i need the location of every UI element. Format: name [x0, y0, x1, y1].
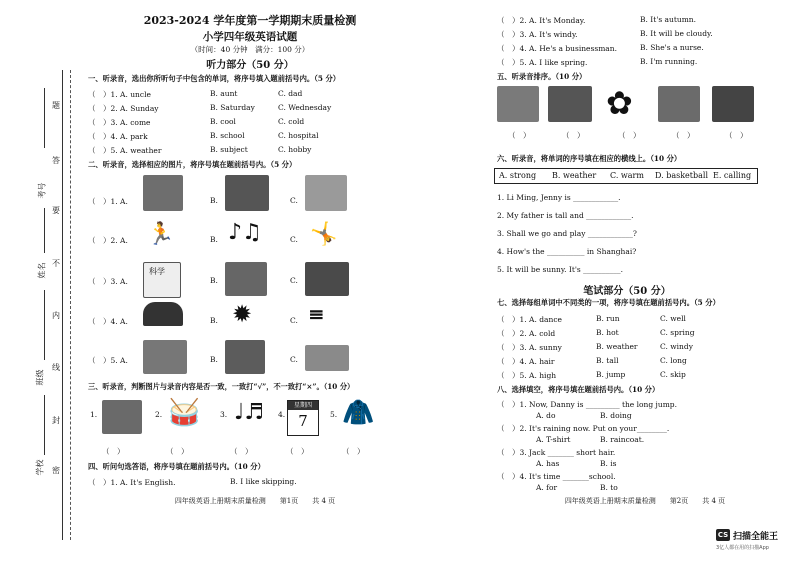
margin-field-name: 姓名 — [37, 262, 47, 279]
q4-opt-b: B. She's a nurse. — [640, 43, 704, 52]
q2-row: （ ）3. A. — [88, 277, 128, 286]
page-title: 2023-2024 学年度第一学期期末质量检测 — [143, 14, 357, 27]
photo-street-image — [225, 175, 269, 211]
q3-num: 3. — [220, 410, 228, 419]
photo-park-image — [143, 175, 183, 211]
q7-opt-b: B. weather — [596, 342, 638, 351]
q2-b: B. — [210, 235, 218, 244]
q1-opt-b: B. subject — [210, 145, 248, 154]
photo-swimming-image — [305, 345, 349, 371]
q6-row: 3. Shall we go and play ____________? — [497, 229, 637, 238]
margin-field-school: 学校 — [35, 459, 45, 476]
q6-title: 六、听录音，将单词的序号填在相应的横线上。（10 分） — [497, 154, 682, 163]
photo-room-image — [305, 175, 347, 211]
q4-opt-b: B. I like skipping. — [230, 477, 297, 486]
calendar-weekday: 星期四 — [288, 401, 318, 410]
photo-family-image — [548, 86, 592, 122]
q7-row: （ ）5. A. high — [497, 371, 557, 380]
q8-opt-a: A. has — [536, 459, 560, 468]
q6-row: 2. My father is tall and ____________. — [497, 211, 634, 220]
photo-playground-image — [658, 86, 700, 122]
q3-bracket: （ ） — [230, 447, 253, 456]
q5-bracket: （ ） — [618, 131, 641, 140]
q1-row: （ ）2. A. Sunday — [88, 104, 159, 113]
science-book-image — [143, 262, 181, 298]
q8-question: （ ）4. It's time _______school. — [497, 472, 616, 481]
q2-c: C. — [290, 235, 298, 244]
margin-char: 密 — [52, 466, 60, 475]
margin-char: 要 — [52, 206, 60, 215]
running-figure-icon: 🏃 — [147, 222, 175, 247]
q7-row: （ ）4. A. hair — [497, 357, 555, 366]
sweater-icon: 🧥 — [342, 398, 375, 428]
q3-title: 三、听录音，判断图片与录音内容是否一致，一致打“√”，不一致打“×”。（10 分） — [88, 382, 355, 391]
q4-opt-b: B. I'm running. — [640, 57, 698, 66]
margin-blank-line — [44, 208, 45, 253]
q1-row: （ ）4. A. park — [88, 132, 148, 141]
exam-meta: （时间：40 分钟 满分：100 分） — [190, 45, 310, 54]
q8-opt-b: B. is — [600, 459, 617, 468]
scanner-logo-icon: CS — [717, 531, 729, 539]
q3-bracket: （ ） — [286, 447, 309, 456]
q8-opt-b: B. doing — [600, 411, 632, 420]
margin-blank-line — [44, 290, 45, 360]
calendar-day: 7 — [298, 412, 308, 430]
q8-title: 八、选择填空，将序号填在题前括号内。（10 分） — [497, 385, 660, 394]
photo-hiking-image — [225, 340, 265, 374]
scanner-tagline: 3亿人都在用的扫描App — [716, 545, 769, 551]
q7-opt-c: C. windy — [660, 342, 693, 351]
q4-row: （ ）5. A. I like spring. — [497, 58, 588, 67]
photo-girl-running-image — [102, 400, 142, 434]
q8-opt-a: A. for — [536, 483, 558, 492]
margin-char: 不 — [52, 259, 60, 268]
q4-row: （ ）4. A. He's a businessman. — [497, 44, 617, 53]
q3-bracket: （ ） — [102, 447, 125, 456]
music-note-icon: ♪♫ — [228, 220, 262, 245]
drum-kit-icon: 🥁 — [168, 398, 201, 428]
section-listening: 听力部分（50 分） — [206, 60, 294, 71]
q1-title: 一、听录音，选出你所听句子中包含的单词，将序号填入题前括号内。（5 分） — [88, 74, 341, 83]
q7-opt-b: B. jump — [596, 370, 626, 379]
cloud-icon — [143, 302, 183, 326]
q1-opt-c: C. cold — [278, 117, 305, 126]
q1-opt-b: B. Saturday — [210, 103, 255, 112]
q3-num: 4. — [278, 410, 286, 419]
margin-field-id: 考号 — [37, 182, 47, 199]
q8-opt-a: A. do — [536, 411, 556, 420]
word-bank-item: E. calling — [713, 171, 752, 180]
q7-row: （ ）2. A. cold — [497, 329, 556, 338]
q2-row: （ ）1. A. — [88, 197, 128, 206]
q5-bracket: （ ） — [562, 131, 585, 140]
q4-opt-b: B. It's autumn. — [640, 15, 697, 24]
q7-opt-c: C. skip — [660, 370, 686, 379]
margin-dashed-line — [70, 70, 71, 540]
scanner-app-name: 扫描全能王 — [733, 532, 779, 542]
q6-word-bank — [494, 168, 758, 184]
q2-b: B. — [210, 196, 218, 205]
q2-row: （ ）2. A. — [88, 236, 128, 245]
photo-computer-image — [712, 86, 754, 122]
footer-right: 四年级英语上册期末质量检测 第2页 共 4 页 — [564, 497, 726, 505]
margin-char: 线 — [52, 363, 60, 372]
q8-opt-b: B. raincoat. — [600, 435, 645, 444]
photo-snow-image — [497, 86, 539, 122]
section-written: 笔试部分（50 分） — [583, 286, 671, 297]
q7-opt-b: B. tall — [596, 356, 619, 365]
footer-left: 四年级英语上册期末质量检测 第1页 共 4 页 — [174, 497, 336, 505]
q3-num: 5. — [330, 410, 338, 419]
q3-bracket: （ ） — [342, 447, 365, 456]
book-label: 科学 — [149, 267, 165, 276]
q1-opt-c: C. hospital — [278, 131, 319, 140]
q1-opt-b: B. cool — [210, 117, 236, 126]
q1-row: （ ）3. A. come — [88, 118, 151, 127]
wind-icon: ≡ — [308, 302, 325, 326]
margin-blank-line — [44, 395, 45, 455]
q6-row: 1. Li Ming, Jenny is ____________. — [497, 193, 621, 202]
q5-bracket: （ ） — [725, 131, 748, 140]
page-subtitle: 小学四年级英语试题 — [202, 31, 298, 43]
q5-bracket: （ ） — [672, 131, 695, 140]
dancing-figure-icon: 🤸 — [310, 222, 338, 247]
q2-b: B. — [210, 355, 218, 364]
q5-bracket: （ ） — [508, 131, 531, 140]
q2-b: B. — [210, 276, 218, 285]
q7-title: 七、选择每组单词中不同类的一项，将序号填在题前括号内。（5 分） — [497, 298, 720, 307]
margin-char: 内 — [52, 311, 60, 320]
word-bank-item: A. strong — [499, 171, 537, 180]
q4-row: （ ）2. A. It's Monday. — [497, 16, 586, 25]
q2-c: C. — [290, 316, 298, 325]
q8-question: （ ）1. Now, Danny is _________ the long jump. — [497, 400, 677, 409]
q8-question: （ ）3. Jack _______ short hair. — [497, 448, 616, 457]
margin-solid-line — [62, 70, 63, 540]
word-bank-item: C. warm — [610, 171, 644, 180]
q4-row: （ ）3. A. It's windy. — [497, 30, 578, 39]
q2-row: （ ）4. A. — [88, 317, 128, 326]
q8-question: （ ）2. It's raining now. Put on your________. — [497, 424, 670, 433]
margin-field-class: 班级 — [35, 369, 45, 386]
q2-c: C. — [290, 276, 298, 285]
margin-char: 答 — [52, 156, 60, 165]
q3-num: 2. — [155, 410, 163, 419]
margin-char: 封 — [52, 416, 60, 425]
q6-row: 5. It will be sunny. It's __________. — [497, 265, 624, 274]
q7-opt-c: C. spring — [660, 328, 695, 337]
q7-opt-b: B. run — [596, 314, 620, 323]
q5-title: 五、听录音排序。（10 分） — [497, 72, 587, 81]
calendar-icon — [287, 400, 319, 436]
word-bank-item: B. weather — [552, 171, 597, 180]
q3-bracket: （ ） — [166, 447, 189, 456]
q7-opt-c: C. well — [660, 314, 686, 323]
q7-opt-c: C. long — [660, 356, 687, 365]
q7-row: （ ）3. A. sunny — [497, 343, 562, 352]
q1-opt-c: C. hobby — [278, 145, 312, 154]
q1-opt-c: C. dad — [278, 89, 303, 98]
q1-row: （ ）5. A. weather — [88, 146, 162, 155]
q8-opt-a: A. T-shirt — [536, 435, 571, 444]
q2-row: （ ）5. A. — [88, 356, 128, 365]
q1-opt-b: B. school — [210, 131, 245, 140]
q1-opt-b: B. aunt — [210, 89, 238, 98]
q7-row: （ ）1. A. dance — [497, 315, 562, 324]
q4-opt-b: B. It will be cloudy. — [640, 29, 713, 38]
q2-title: 二、听录音，选择相应的图片，将序号填在题前括号内。（5 分） — [88, 160, 297, 169]
q7-opt-b: B. hot — [596, 328, 619, 337]
q6-row: 4. How's the __________ in Shanghai? — [497, 247, 637, 256]
flower-icon: ✿ — [606, 84, 633, 122]
q2-b: B. — [210, 316, 218, 325]
music-notes-icon: ♩♬ — [234, 400, 265, 425]
q3-num: 1. — [90, 410, 98, 419]
margin-char: 题 — [52, 101, 60, 110]
q2-c: C. — [290, 355, 298, 364]
q4-row: （ ）1. A. It's English. — [88, 478, 176, 487]
photo-classroom-image — [225, 262, 267, 296]
sun-icon: ✹ — [232, 300, 253, 328]
q2-c: C. — [290, 196, 298, 205]
q1-row: （ ）1. A. uncle — [88, 90, 151, 99]
q1-opt-c: C. Wednesday — [278, 103, 332, 112]
word-bank-item: D. basketball — [655, 171, 709, 180]
photo-hospital-image — [305, 262, 349, 296]
margin-blank-line — [44, 88, 45, 148]
q4-title: 四、听问句选答语，将序号填在题前括号内。（10 分） — [88, 462, 265, 471]
photo-beach-image — [143, 340, 187, 374]
q8-opt-b: B. to — [600, 483, 618, 492]
